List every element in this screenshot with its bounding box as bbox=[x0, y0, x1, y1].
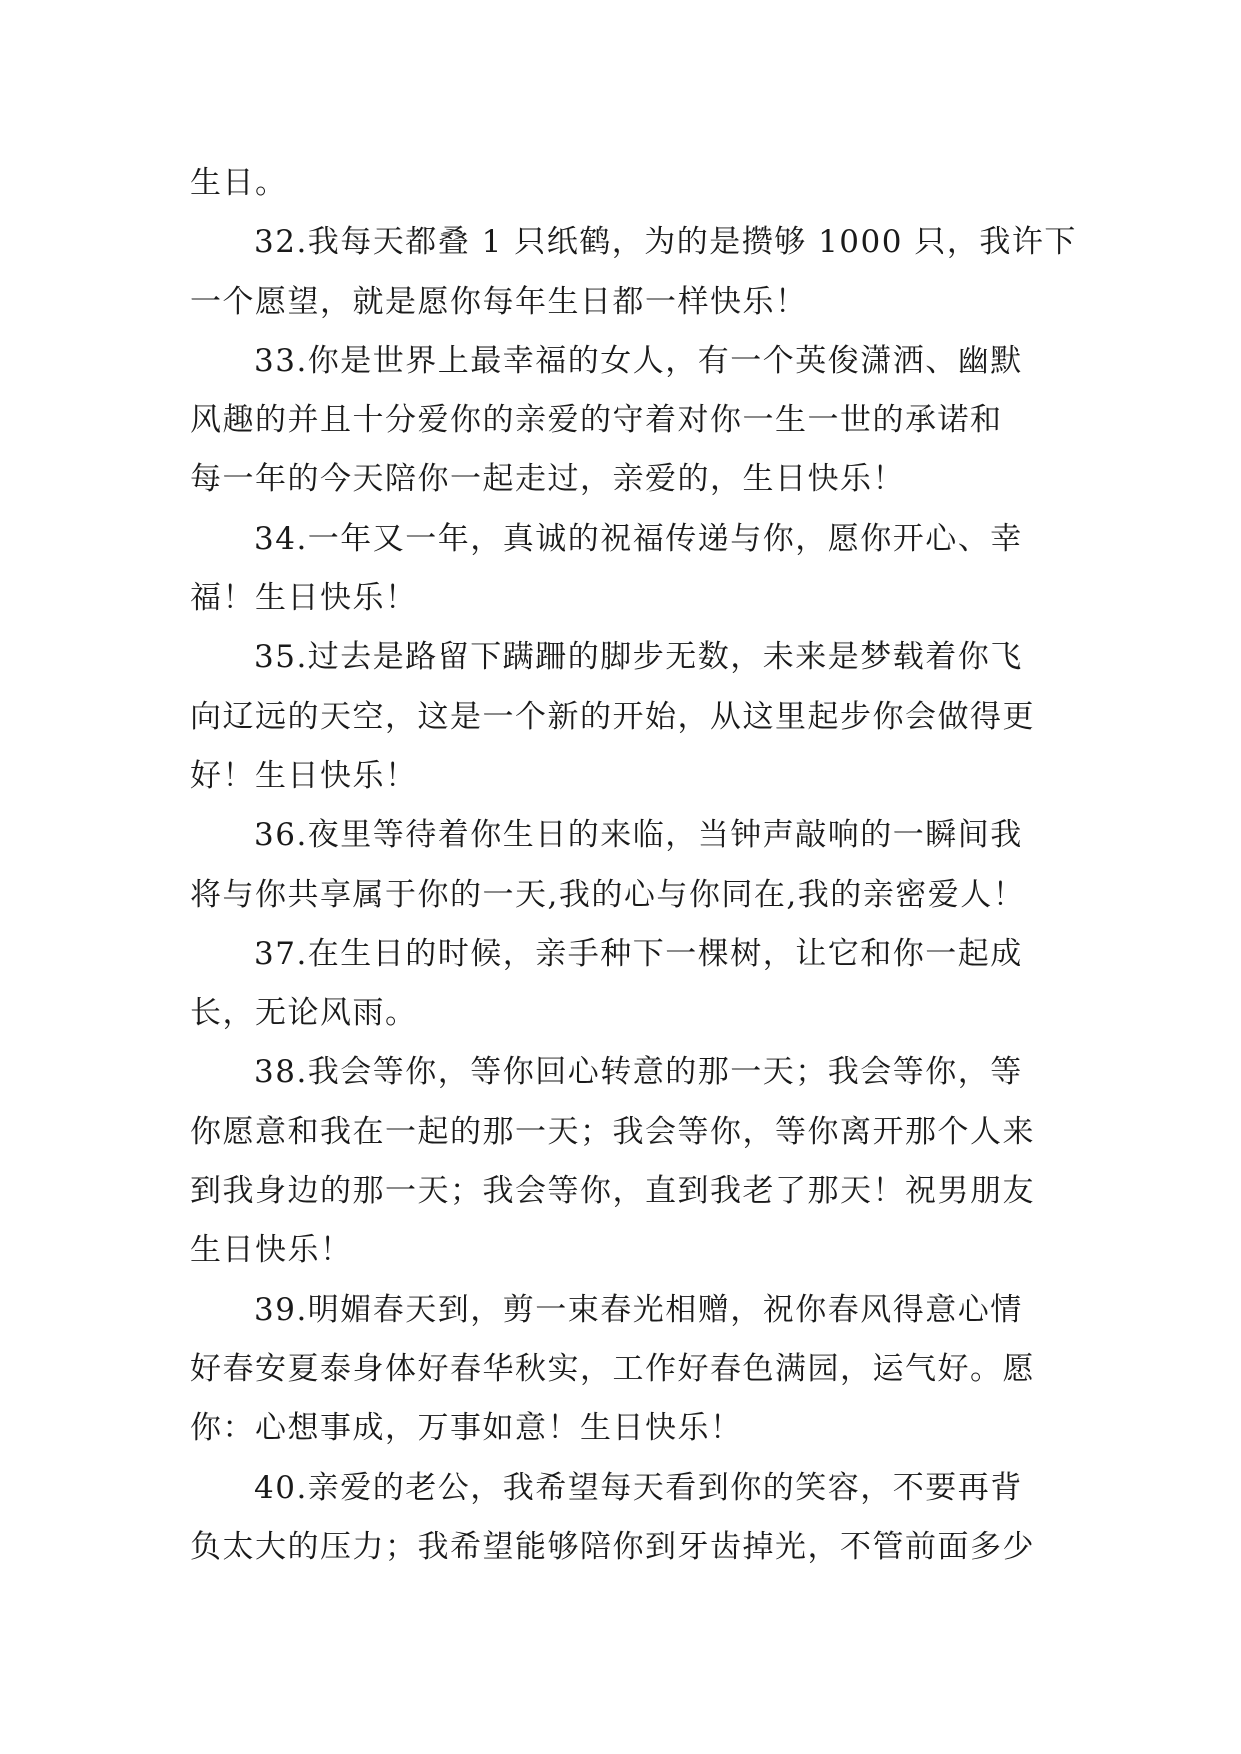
paragraph-continuation bbox=[190, 154, 1055, 213]
text-line: 34.一年又一年，真诚的祝福传递与你，愿你开心、幸 bbox=[254, 520, 1023, 557]
text-line: 负太大的压力；我希望能够陪你到牙齿掉光，不管前面多少 bbox=[190, 1528, 1035, 1565]
text-line: 好！生日快乐！ bbox=[190, 757, 418, 794]
document-body bbox=[190, 154, 1077, 1577]
text-line: 向辽远的天空，这是一个新的开始，从这里起步你会做得更 bbox=[190, 698, 1035, 735]
paragraph-32 bbox=[190, 213, 1077, 332]
text-line: 好春安夏泰身体好春华秋实，工作好春色满园，运气好。愿 bbox=[190, 1350, 1035, 1387]
text-line: 风趣的并且十分爱你的亲爱的守着对你一生一世的承诺和 bbox=[190, 402, 1003, 439]
text-line: 36.夜里等待着你生日的来临，当钟声敲响的一瞬间我 bbox=[254, 817, 1023, 854]
paragraph-34 bbox=[190, 510, 1055, 629]
text-line: 你：心想事成，万事如意！生日快乐！ bbox=[190, 1410, 743, 1447]
text-line: 你愿意和我在一起的那一天；我会等你，等你离开那个人来 bbox=[190, 1113, 1035, 1150]
text-line: 生日。 bbox=[190, 165, 288, 201]
text-line: 33.你是世界上最幸福的女人，有一个英俊潇洒、幽默 bbox=[254, 342, 1023, 379]
text-line: 长，无论风雨。 bbox=[190, 995, 418, 1032]
paragraph-37 bbox=[190, 925, 1055, 1044]
text-line: 38.我会等你，等你回心转意的那一天；我会等你，等 bbox=[254, 1054, 1023, 1091]
paragraph-39 bbox=[190, 1281, 1055, 1459]
text-line: 39.明媚春天到，剪一束春光相赠，祝你春风得意心情 bbox=[254, 1291, 1023, 1328]
text-line: 每一年的今天陪你一起走过，亲爱的，生日快乐！ bbox=[190, 461, 905, 498]
text-line: 福！生日快乐！ bbox=[190, 580, 418, 617]
text-line: 37.在生日的时候，亲手种下一棵树，让它和你一起成 bbox=[254, 935, 1023, 972]
text-line: 生日快乐！ bbox=[190, 1232, 353, 1269]
text-line: 一个愿望，就是愿你每年生日都一样快乐！ bbox=[190, 283, 808, 320]
paragraph-33 bbox=[190, 332, 1055, 510]
text-line: 32.我每天都叠 1 只纸鹤，为的是攒够 1000 只，我许下 bbox=[254, 224, 1077, 261]
paragraph-35 bbox=[190, 628, 1055, 806]
paragraph-36 bbox=[190, 806, 1055, 925]
text-line: 到我身边的那一天；我会等你，直到我老了那天！祝男朋友 bbox=[190, 1173, 1035, 1210]
paragraph-38 bbox=[190, 1043, 1055, 1280]
text-line: 40.亲爱的老公，我希望每天看到你的笑容，不要再背 bbox=[254, 1469, 1023, 1506]
text-line: 将与你共享属于你的一天,我的心与你同在,我的亲密爱人！ bbox=[190, 876, 1026, 913]
paragraph-40 bbox=[190, 1459, 1055, 1578]
text-line: 35.过去是路留下蹒跚的脚步无数，未来是梦载着你飞 bbox=[254, 639, 1023, 676]
